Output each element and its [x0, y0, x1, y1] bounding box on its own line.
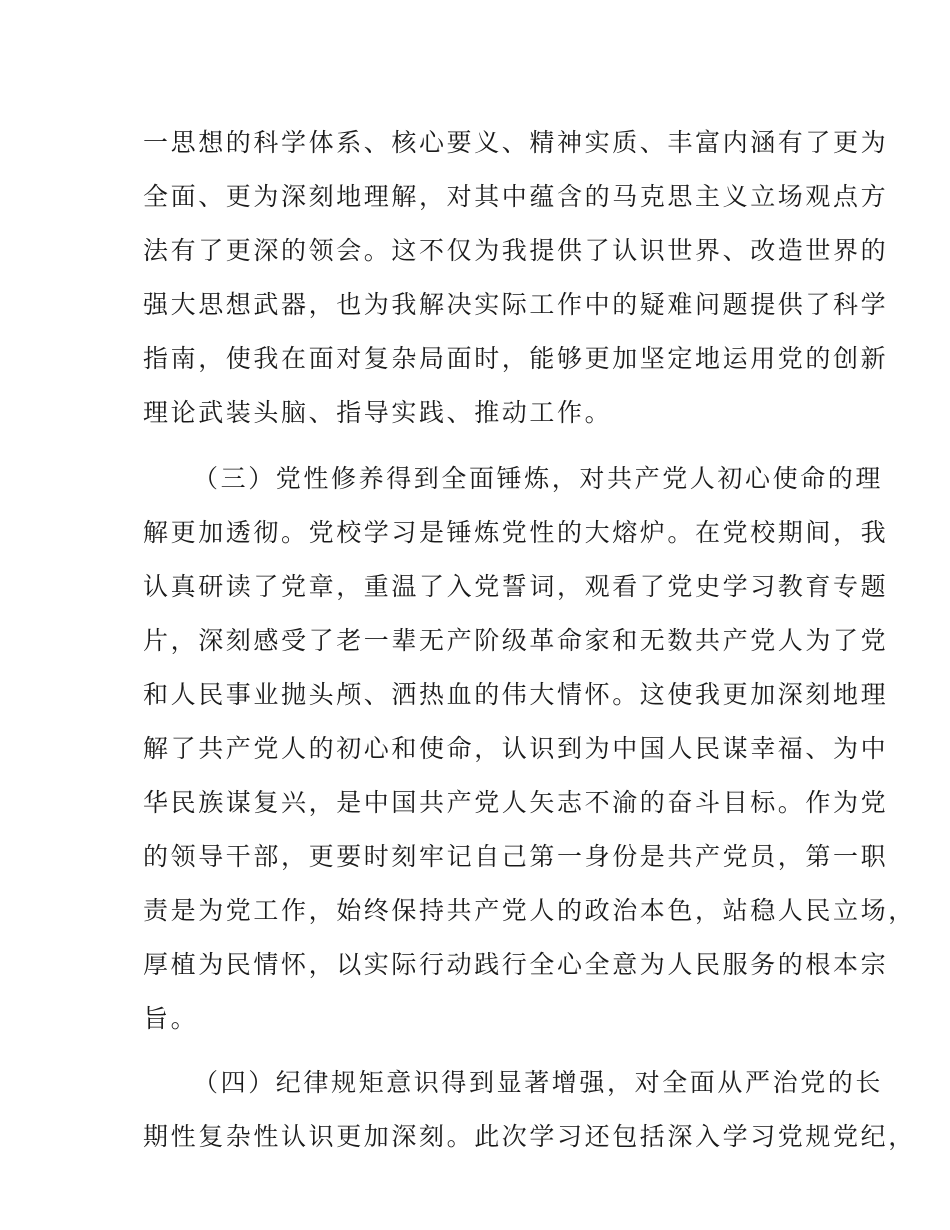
text-line: 和人民事业抛头颅、洒热血的伟大情怀。这使我更加深刻地理 [143, 680, 889, 709]
text-line: 解了共产党人的初心和使命，认识到为中国人民谋幸福、为中 [143, 734, 889, 763]
text-line: 解更加透彻。党校学习是锤炼党性的大熔炉。在党校期间，我 [143, 518, 889, 547]
paragraph-heading-line: （三）党性修养得到全面锤炼，对共产党人初心使命的理 [193, 464, 884, 493]
text-line: 强大思想武器，也为我解决实际工作中的疑难问题提供了科学 [143, 290, 889, 319]
text-line: 一思想的科学体系、核心要义、精神实质、丰富内涵有了更为 [143, 128, 889, 157]
text-line: 期性复杂性认识更加深刻。此次学习还包括深入学习党规党纪， [143, 1122, 916, 1151]
text-line: 理论武装头脑、指导实践、推动工作。 [143, 398, 613, 427]
text-line: 片，深刻感受了老一辈无产阶级革命家和无数共产党人为了党 [143, 626, 889, 655]
text-line: 的领导干部，更要时刻牢记自己第一身份是共产党员，第一职 [143, 842, 889, 871]
text-line: 华民族谋复兴，是中国共产党人矢志不渝的奋斗目标。作为党 [143, 788, 889, 817]
text-line: 全面、更为深刻地理解，对其中蕴含的马克思主义立场观点方 [143, 182, 889, 211]
paragraph-heading-line: （四）纪律规矩意识得到显著增强，对全面从严治党的长 [193, 1068, 884, 1097]
text-line: 法有了更深的领会。这不仅为我提供了认识世界、改造世界的 [143, 236, 889, 265]
text-line: 认真研读了党章，重温了入党誓词，观看了党史学习教育专题 [143, 572, 889, 601]
text-line: 旨。 [143, 1004, 199, 1033]
text-line: 责是为党工作，始终保持共产党人的政治本色，站稳人民立场， [143, 896, 916, 925]
text-line: 厚植为民情怀，以实际行动践行全心全意为人民服务的根本宗 [143, 950, 889, 979]
text-line: 指南，使我在面对复杂局面时，能够更加坚定地运用党的创新 [143, 344, 889, 373]
